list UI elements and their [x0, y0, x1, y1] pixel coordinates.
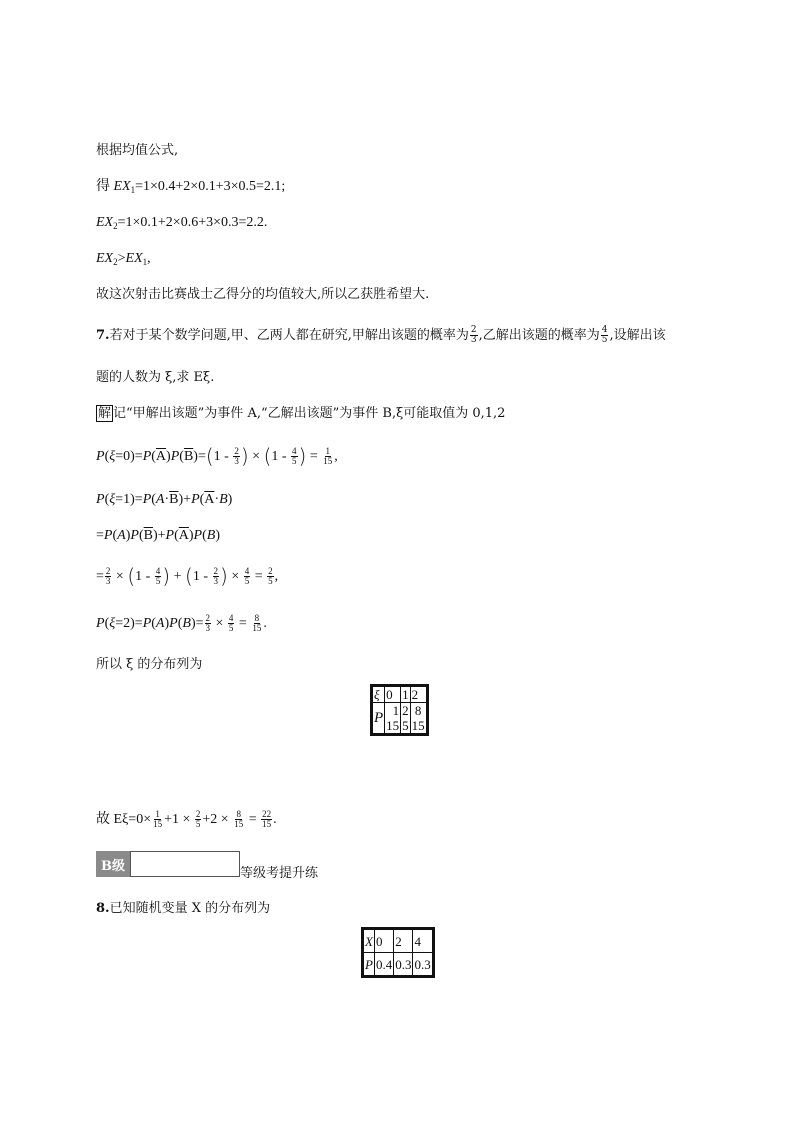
table-cell: ξ — [372, 686, 385, 703]
eq-compute: = $\frac{2}{3}$ × (1 - $\frac{4}{5}$ ) + (1 - $\frac{2}{3}$ ) × $\frac{4}{5}$ = $\frac{2}{5}$ , — [96, 564, 279, 588]
table-cell: 0 — [374, 929, 393, 953]
fraction-result-1: $\frac{1}{15}$ — [323, 446, 333, 467]
ex2-equation: $EX_2=1\times 0.1+2\times 0.6+3\times 0.3=2.2$. — [96, 215, 268, 231]
dist-intro: 所以 ξ 的分布列为 — [96, 657, 203, 672]
table-cell: X — [363, 929, 375, 953]
x-distribution-table — [361, 927, 435, 978]
table-cell: 2 — [394, 929, 413, 953]
table-row — [372, 686, 428, 703]
problem8-statement: 8.已知随机变量 X 的分布列为 — [96, 901, 271, 916]
eq-p-xi-0: $P(\xi=0)=P(\overline{A})P(\overline{B})=(1$ - $\frac{2}{3}$ ) × (1 - $\frac{4}{5}$ ) = $\frac{1}{15}$ , — [96, 444, 338, 468]
problem7-statement: 7.若对于某个数学问题,甲、乙两人都在研究,甲解出该题的概率为 $\frac{2}{3}$ ,乙解出该题的概率为 $\frac{4}{5}$ ,设解出该 — [96, 325, 666, 345]
eq-expand: $=P(A)P(\overline{B})+P(\overline{A})P(B)$ — [96, 528, 221, 543]
table-cell: 4 — [413, 929, 433, 953]
ex-compare: $EX_2>EX_1$, — [96, 251, 151, 267]
fraction-result-2: $\frac{2}{5}$ — [268, 566, 273, 587]
table-cell: P — [363, 953, 375, 977]
problem7-solution-start: 解 记“甲解出该题”为事件 A,“乙解出该题”为事件 B,ξ可能取值为 0,1,2 — [98, 406, 506, 421]
table-cell: 1 15 — [386, 703, 400, 733]
table-row — [372, 703, 428, 735]
table-cell: 0 — [385, 686, 401, 703]
fraction-p-yi: $\frac{4}{5}$ — [601, 325, 608, 345]
solution-intro: 根据均值公式, — [96, 143, 179, 158]
ex1-equation: 得 $EX_1=1\times 0.4+2\times 0.1+3\times 0.5=2.1$; — [96, 179, 286, 195]
fraction-expectation: $\frac{22}{15}$ — [262, 809, 272, 830]
table-cell: 8 15 — [410, 703, 427, 735]
table-cell: P — [372, 703, 385, 735]
expectation-equation: 故 Eξ=0× $\frac{1}{15}$ +1 × $\frac{2}{5}$ +2 × $\frac{8}{15}$ = $\frac{22}{15}$ . — [96, 809, 277, 830]
solution-conclusion: 故这次射击比赛战士乙得分的均值较大,所以乙获胜希望大. — [96, 287, 430, 302]
table-cell: 0.4 — [374, 953, 393, 977]
problem7-statement-cont: 题的人数为 ξ,求 Eξ. — [96, 370, 215, 385]
fraction-result-3: $\frac{8}{15}$ — [252, 613, 262, 634]
table-row — [363, 929, 434, 953]
table-cell: 0.3 — [413, 953, 433, 977]
table-cell: 2 — [410, 686, 427, 703]
fraction-p-jia: $\frac{2}{3}$ — [470, 325, 477, 345]
level-box — [130, 851, 240, 877]
solve-tag: 解 — [98, 406, 112, 421]
table-cell: 1 — [402, 687, 409, 702]
level-badge: B级 — [96, 851, 130, 877]
eq-p-xi-1: $P(\xi=1)=P(A\cdot\overline{B})+P(\overline{A}\cdot B)$ — [96, 492, 233, 507]
table-row — [363, 953, 434, 977]
table-cell: 0.3 — [394, 953, 413, 977]
eq-p-xi-2: P(ξ=2)=P(A)P(B)= $\frac{2}{3}$ × $\frac{4}{5}$ = $\frac{8}{15}$ . — [96, 613, 267, 634]
level-caption: 等级考提升练 — [240, 866, 319, 881]
xi-distribution-table — [370, 684, 429, 736]
table-cell: 2 5 — [402, 703, 409, 733]
